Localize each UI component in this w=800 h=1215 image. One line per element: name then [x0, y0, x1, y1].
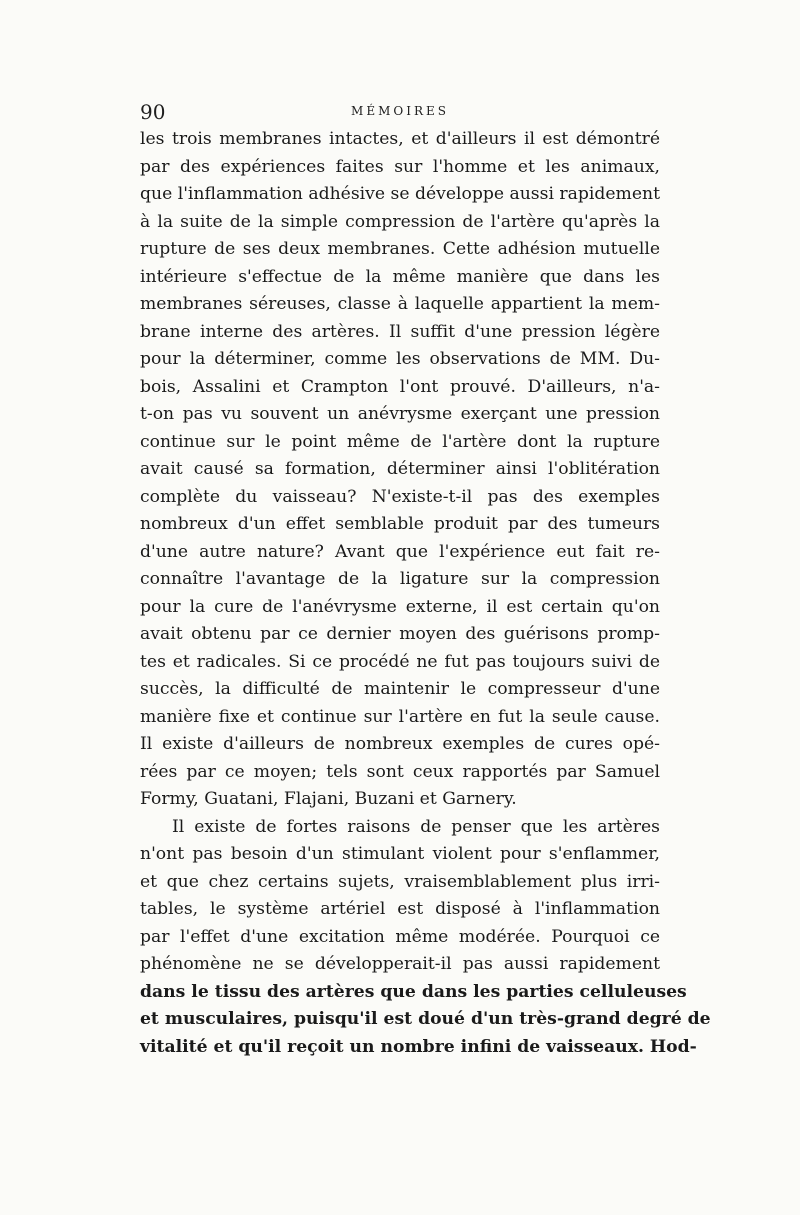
- page-number: 90: [140, 100, 166, 124]
- text-line: complète du vaisseau? N'existe-t-il pas des exemples: [140, 486, 660, 507]
- text-line: et que chez certains sujets, vraisemblablement plus irri-: [140, 871, 660, 892]
- text-line: pour la déterminer, comme les observations de MM. Du-: [140, 349, 660, 369]
- text-line: membranes séreuses, classe à laquelle appartient la mem-: [140, 294, 660, 314]
- text-line: par des expériences faites sur l'homme et les animaux,: [140, 156, 660, 177]
- text-line: bois, Assalini et Crampton l'ont prouvé. D'ailleurs, n'a-: [140, 376, 660, 397]
- text-line: Formy, Guatani, Flajani, Buzani et Garnery.: [140, 789, 517, 809]
- running-head: MÉMOIRES: [351, 104, 449, 118]
- text-line: rupture de ses deux membranes. Cette adhésion mutuelle: [140, 239, 660, 259]
- text-line: les trois membranes intactes, et d'ailleurs il est démontré: [140, 129, 660, 149]
- text-line: et musculaires, puisqu'il est doué d'un très-grand degré de: [140, 1009, 711, 1029]
- text-line: intérieure s'effectue de la même manière que dans les: [140, 266, 660, 287]
- text-line: succès, la difficulté de maintenir le compresseur d'une: [140, 679, 660, 699]
- page-header: [140, 100, 660, 126]
- text-line: que l'inflammation adhésive se développe aussi rapidement: [140, 184, 660, 204]
- text-line: phénomène ne se développerait-il pas aussi rapidement: [140, 954, 660, 974]
- text-line: tables, le système artériel est disposé à l'inflammation: [140, 899, 660, 919]
- paragraph: [140, 814, 711, 1062]
- text-line: vitalité et qu'il reçoit un nombre infini de vaisseaux. Hod-: [140, 1036, 697, 1057]
- body-text: [140, 126, 711, 1061]
- paragraph: [140, 126, 660, 814]
- text-line: d'une autre nature? Avant que l'expérience eut fait re-: [140, 541, 660, 562]
- text-line: avait obtenu par ce dernier moyen des guérisons promp-: [140, 624, 660, 644]
- text-line: pour la cure de l'anévrysme externe, il est certain qu'on: [140, 596, 660, 617]
- text-line: par l'effet d'une excitation même modérée. Pourquoi ce: [140, 926, 660, 947]
- text-line: t-on pas vu souvent un anévrysme exerçant une pression: [140, 404, 660, 424]
- text-line: manière fixe et continue sur l'artère en fut la seule cause.: [140, 706, 660, 727]
- text-line: n'ont pas besoin d'un stimulant violent pour s'enflammer,: [140, 844, 660, 864]
- text-line: Il existe d'ailleurs de nombreux exemples de cures opé-: [140, 734, 660, 754]
- text-line: Il existe de fortes raisons de penser que les artères: [172, 816, 660, 837]
- text-line: dans le tissu des artères que dans les parties celluleuses: [140, 981, 687, 1002]
- text-line: avait causé sa formation, déterminer ainsi l'oblitération: [140, 459, 660, 479]
- text-line: à la suite de la simple compression de l'artère qu'après la: [140, 211, 660, 232]
- text-line: continue sur le point même de l'artère dont la rupture: [140, 431, 660, 452]
- text-line: connaître l'avantage de la ligature sur la compression: [140, 569, 660, 589]
- text-line: brane interne des artères. Il suffit d'une pression légère: [140, 321, 660, 342]
- text-line: rées par ce moyen; tels sont ceux rapportés par Samuel: [140, 761, 660, 782]
- text-line: nombreux d'un effet semblable produit par des tumeurs: [140, 514, 660, 534]
- text-line: tes et radicales. Si ce procédé ne fut pas toujours suivi de: [140, 651, 660, 672]
